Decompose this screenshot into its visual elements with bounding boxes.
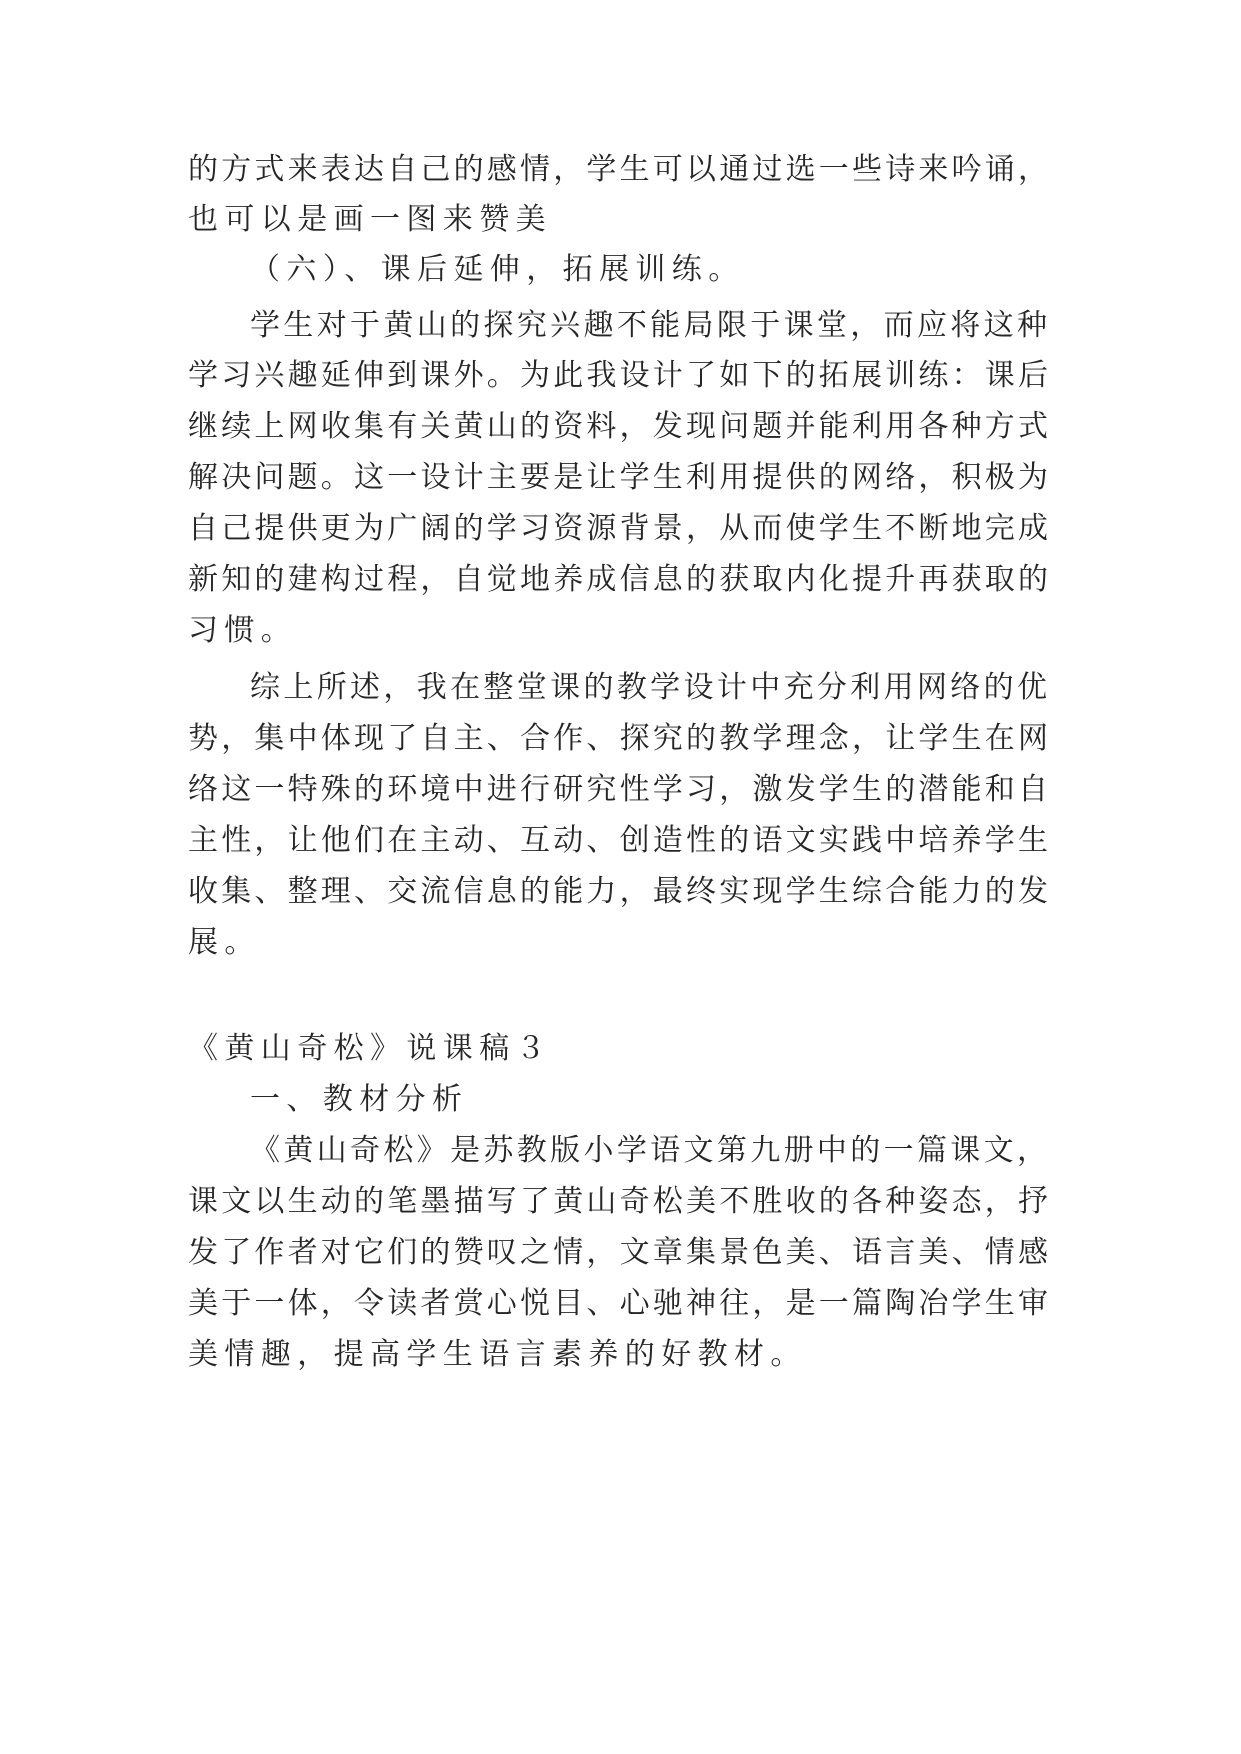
text-line: 《黄山奇松》是苏教版小学语文第九册中的一篇课文，	[250, 1133, 1047, 1168]
text-line: 络这一特殊的环境中进行研究性学习，激发学生的潜能和自	[188, 772, 1048, 807]
text-line: 学生对于黄山的探究兴趣不能局限于课堂，而应将这种	[250, 308, 1047, 343]
text-line: 美于一体，令读者赏心悦目、心驰神往，是一篇陶冶学生审	[188, 1286, 1048, 1321]
text-line: 主性，让他们在主动、互动、创造性的语文实践中培养学生	[188, 823, 1048, 858]
text-line: 课文以生动的笔墨描写了黄山奇松美不胜收的各种姿态，抒	[188, 1184, 1048, 1219]
text-line: 发了作者对它们的赞叹之情，文章集景色美、语言美、情感	[188, 1235, 1048, 1270]
text-line: 继续上网收集有关黄山的资料，发现问题并能利用各种方式	[188, 409, 1048, 444]
text-line: 展。	[188, 925, 261, 960]
section-heading: 一、教材分析	[250, 1082, 469, 1117]
text-line: 学习兴趣延伸到课外。为此我设计了如下的拓展训练：课后	[188, 358, 1048, 393]
document-title: 《黄山奇松》说课稿３	[188, 1031, 552, 1066]
text-line: 收集、整理、交流信息的能力，最终实现学生综合能力的发	[188, 874, 1048, 909]
text-line: 习惯。	[188, 613, 298, 648]
text-line: 自己提供更为广阔的学习资源背景，从而使学生不断地完成	[188, 511, 1048, 546]
text-line: 新知的建构过程，自觉地养成信息的获取内化提升再获取的	[188, 562, 1048, 597]
text-line: 综上所述，我在整堂课的教学设计中充分利用网络的优	[250, 670, 1047, 705]
text-line: 的方式来表达自己的感情，学生可以通过选一些诗来吟诵，	[188, 152, 1048, 187]
text-line: 也可以是画一图来赞美	[188, 202, 552, 237]
section-heading: （六）、课后延伸，拓展训练。	[250, 252, 745, 287]
text-line: 美情趣，提高学生语言素养的好教材。	[188, 1337, 807, 1372]
text-line: 势，集中体现了自主、合作、探究的教学理念，让学生在网	[188, 721, 1048, 756]
text-line: 解决问题。这一设计主要是让学生利用提供的网络，积极为	[188, 460, 1048, 495]
